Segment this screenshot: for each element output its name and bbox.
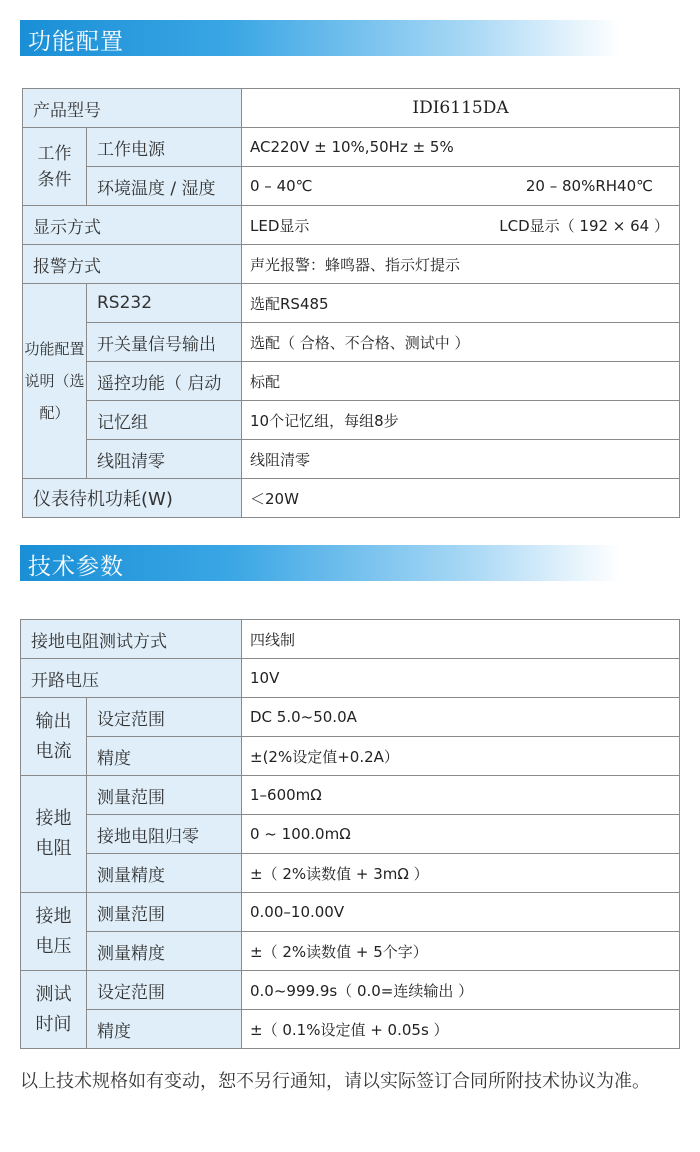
work-conditions-group: 工作条件 (23, 128, 87, 206)
volt-range-value: 0.00–10.00V (242, 893, 680, 932)
function-value-rs232: 选配RS485 (242, 284, 680, 323)
res-zero-label: 接地电阻归零 (87, 815, 242, 854)
function-value-memory: 10个记忆组，每组8步 (242, 401, 680, 440)
time-range-label: 设定范围 (87, 971, 242, 1010)
current-group: 输出电流 (21, 698, 87, 776)
env-label: 环境温度 / 湿度 (87, 167, 242, 206)
function-label-line-zero: 线阻清零 (87, 440, 242, 479)
function-value-switch-output: 选配（ 合格、不合格、测试中 ） (242, 323, 680, 362)
res-zero-value: 0 ~ 100.0mΩ (242, 815, 680, 854)
current-acc-label: 精度 (87, 737, 242, 776)
display-label: 显示方式 (23, 206, 242, 245)
function-label-memory: 记忆组 (87, 401, 242, 440)
res-range-label: 测量范围 (87, 776, 242, 815)
time-acc-value: ±（ 0.1%设定值 + 0.05s ） (242, 1010, 680, 1049)
alarm-label: 报警方式 (23, 245, 242, 284)
display-lcd: LCD显示（ 192 × 64 ） (499, 216, 669, 235)
current-range-label: 设定范围 (87, 698, 242, 737)
time-group: 测试时间 (21, 971, 87, 1049)
env-value (242, 167, 680, 206)
function-label-rs232: RS232 (87, 284, 242, 323)
res-range-value: 1–600mΩ (242, 776, 680, 815)
res-acc-label: 测量精度 (87, 854, 242, 893)
ocv-value: 10V (242, 659, 680, 698)
alarm-value: 声光报警：蜂鸣器、指示灯提示 (242, 245, 680, 284)
display-led: LED显示 (250, 216, 310, 235)
ocv-label: 开路电压 (21, 659, 242, 698)
method-value: 四线制 (242, 620, 680, 659)
volt-acc-value: ±（ 2%读数值 + 5个字） (242, 932, 680, 971)
env-temp: 0 – 40℃ (250, 177, 313, 195)
current-acc-value: ±(2%设定值+0.2A） (242, 737, 680, 776)
volt-range-label: 测量范围 (87, 893, 242, 932)
function-group: 功能配置说明（选配） (23, 284, 87, 479)
resistance-group: 接地电阻 (21, 776, 87, 893)
section-banner-tech (20, 545, 620, 581)
model-value: IDI6115DA (242, 89, 680, 128)
current-range-value: DC 5.0~50.0A (242, 698, 680, 737)
voltage-group: 接地电压 (21, 893, 87, 971)
res-acc-value: ±（ 2%读数值 + 3mΩ ） (242, 854, 680, 893)
config-table (22, 88, 680, 518)
section-title-config: 功能配置 (28, 29, 124, 55)
footnote: 以上技术规格如有变动，恕不另行通知，请以实际签订合同所附技术协议为准。 (20, 1071, 650, 1092)
method-label: 接地电阻测试方式 (21, 620, 242, 659)
function-label-switch-output: 开关量信号输出 (87, 323, 242, 362)
function-value-line-zero: 线阻清零 (242, 440, 680, 479)
section-title-tech: 技术参数 (28, 554, 124, 580)
tech-table (20, 619, 680, 1049)
function-label-remote: 遥控功能（ 启动 (87, 362, 242, 401)
section-banner-config (20, 20, 620, 56)
volt-acc-label: 测量精度 (87, 932, 242, 971)
standby-value: ＜20W (242, 479, 680, 518)
standby-label: 仪表待机功耗(W) (23, 479, 242, 518)
function-value-remote: 标配 (242, 362, 680, 401)
time-acc-label: 精度 (87, 1010, 242, 1049)
time-range-value: 0.0~999.9s（ 0.0=连续输出 ） (242, 971, 680, 1010)
display-value (242, 206, 680, 245)
power-label: 工作电源 (87, 128, 242, 167)
env-humidity: 20 – 80%RH40℃ (525, 177, 653, 195)
model-label: 产品型号 (23, 89, 242, 128)
power-value: AC220V ± 10%,50Hz ± 5% (242, 128, 680, 167)
